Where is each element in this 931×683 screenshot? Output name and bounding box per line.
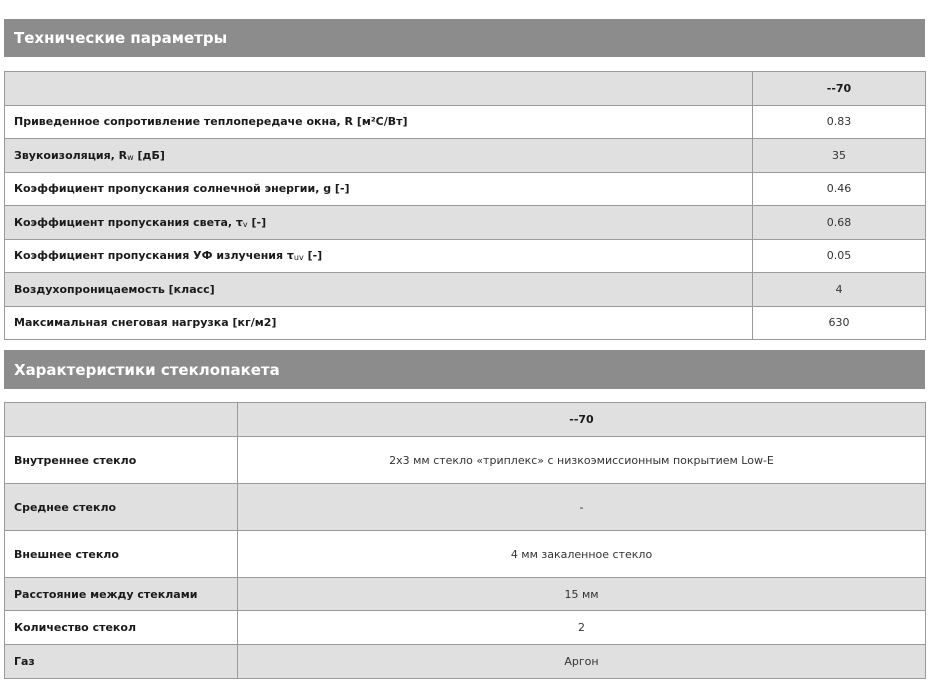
row-value: 4 [753, 273, 926, 307]
table-row [5, 645, 926, 679]
row-label: Коэффициент пропускания солнечной энергии, g [-] [5, 172, 753, 206]
row-value: 35 [753, 139, 926, 173]
column-header: --70 [753, 72, 926, 106]
row-label: Газ [5, 645, 238, 679]
label-subscript: v [242, 219, 248, 229]
row-value: 0.83 [753, 105, 926, 139]
row-label: Количество стекол [5, 611, 238, 645]
glass-unit-table [4, 402, 926, 679]
row-label: Среднее стекло [5, 484, 238, 531]
table-header-row [5, 403, 926, 437]
label-tail: [дБ] [133, 148, 165, 162]
table-row [5, 273, 926, 307]
row-label: Воздухопроницаемость [класс] [5, 273, 753, 307]
row-value: 2х3 мм стекло «триплекс» с низкоэмиссионным покрытием Low-E [238, 437, 926, 484]
table-row [5, 611, 926, 645]
header-empty-cell [5, 403, 238, 437]
row-label: Внутреннее стекло [5, 437, 238, 484]
row-label: Максимальная снеговая нагрузка [кг/м2] [5, 306, 753, 340]
row-value: 4 мм закаленное стекло [238, 531, 926, 578]
row-value: 0.05 [753, 239, 926, 273]
row-label: Внешнее стекло [5, 531, 238, 578]
row-value: - [238, 484, 926, 531]
table-row [5, 239, 926, 273]
row-value: Аргон [238, 645, 926, 679]
table-row [5, 105, 926, 139]
section-title-glass-unit: Характеристики стеклопакета [4, 350, 925, 389]
table-row [5, 306, 926, 340]
table-row [5, 484, 926, 531]
row-value: 0.46 [753, 172, 926, 206]
table-row [5, 578, 926, 611]
column-header: --70 [238, 403, 926, 437]
label-subscript: uv [293, 253, 304, 263]
table-row [5, 172, 926, 206]
row-label: Расстояние между стеклами [5, 578, 238, 611]
table-row [5, 437, 926, 484]
label-main: Коэффициент пропускания света, τ [14, 215, 243, 229]
section-title-technical: Технические параметры [4, 19, 925, 57]
table-row [5, 531, 926, 578]
row-label [5, 139, 753, 173]
row-value: 630 [753, 306, 926, 340]
header-empty-cell [5, 72, 753, 106]
row-value: 2 [238, 611, 926, 645]
row-value: 15 мм [238, 578, 926, 611]
label-main: Звукоизоляция, R [14, 148, 128, 162]
label-main: Коэффициент пропускания УФ излучения τ [14, 249, 294, 263]
row-label [5, 206, 753, 240]
table-row [5, 139, 926, 173]
table-header-row [5, 72, 926, 106]
row-label: Приведенное сопротивление теплопередаче окна, R [м²С/Вт] [5, 105, 753, 139]
row-value: 0.68 [753, 206, 926, 240]
label-tail: [-] [303, 249, 323, 263]
table-row [5, 206, 926, 240]
label-tail: [-] [247, 215, 267, 229]
technical-parameters-table [4, 71, 926, 340]
row-label [5, 239, 753, 273]
label-subscript: w [127, 152, 134, 162]
